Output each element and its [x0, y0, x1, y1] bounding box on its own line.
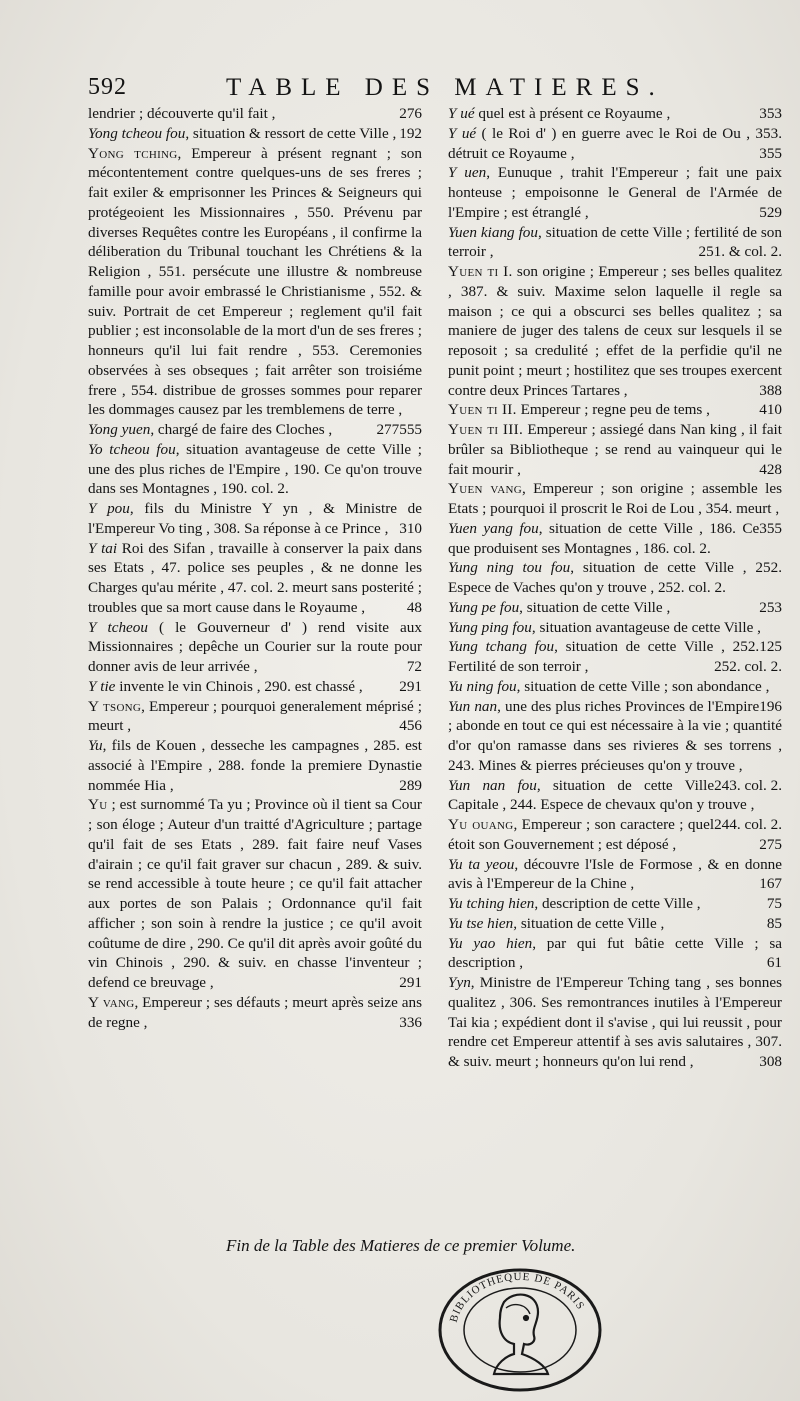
entry-headword: Yu ta yeou	[448, 855, 515, 873]
entry-headword: Yu tse hien	[448, 914, 514, 932]
index-entry	[448, 934, 782, 974]
entry-page-ref: 192	[399, 124, 422, 142]
index-entry	[88, 677, 422, 697]
entry-headword: Yyn	[448, 974, 471, 991]
entry-text: Empereur ; assiegé dans Nan king , il fait brûler sa Bibliotheque ; se rend au vainqueur qui le fait mourir ,	[448, 421, 782, 478]
entry-page-ref: 72	[406, 658, 422, 675]
stamp-legend: BIBLIOTHEQUE DE PARIS	[447, 1270, 587, 1324]
entry-page-ref: 244. col. 2.	[714, 816, 782, 833]
entry-page-ref: 388	[759, 381, 782, 399]
entry-text: , chargé de faire des Cloches ,	[150, 421, 333, 438]
index-entry	[88, 104, 422, 124]
entry-headword: Yuen kiang fou	[448, 223, 538, 241]
entry-text: , description de cette Ville ,	[534, 895, 701, 912]
entry-headword: Yu tching hien	[448, 895, 535, 912]
entry-page-ref: 336	[399, 1013, 422, 1031]
entry-headword: Y tie	[88, 677, 116, 695]
entry-text: , Ministre de l'Empereur Tching tang , ses bonnes qualitez , 306. Ses remontrances inutiles à l'Empereur Tai kia ; expédient dont il s'avise , qui lui reussit , pour rendre cet Empereur attentif à ses avis salutaires , 307. & suiv. meurt ; honneurs qu'on lui rend ,	[448, 974, 782, 1070]
entry-text: , situation de cette Ville Capitale , 244. Espece de chevaux qu'on y trouve ,	[448, 776, 755, 814]
entry-headword: Y uen	[448, 164, 487, 182]
entry-text: ( le Gouverneur d' ) rend visite aux Missionnaires ; depêche un Courier sur la route pour donner avis de leur arrivée ,	[88, 618, 422, 675]
index-entry	[448, 973, 782, 1072]
index-entry	[448, 637, 782, 677]
entry-headword: Y pou	[88, 500, 130, 517]
index-entry	[448, 104, 782, 124]
entry-text: Roi des Sifan , travaille à conserver la paix dans ses Etats , 47. police ses peuples , & ne donne les Charges qu'au mérite , 47. col. 2. meurt sans posterité ; troubles que sa mort cause dans le Royaume ,	[88, 539, 423, 616]
entry-headword: Yu	[88, 737, 103, 754]
entry-text: , situation de cette Ville ,	[519, 598, 671, 616]
entry-headword: Y tai	[88, 539, 118, 557]
index-entry	[448, 598, 782, 618]
entry-text: , situation de cette Ville , 252. Espece de Vaches qu'on y trouve , 252. col. 2.	[448, 559, 782, 596]
index-entry	[448, 914, 782, 934]
entry-text: , Empereur ; son origine ; assemble les Etats ; pourquoi il proscrit le Roi de Lou , 354. meurt ,	[448, 480, 782, 517]
entry-text: ; est surnommé Ta yu ; Province où il tient sa Cour ; son éloge ; Auteur d'un traitté d'Agriculture ; partage qu'il fait de ses Etats , 289. fait faire neuf Vases d'airain ; ce qu'il fait graver sur chacun , 289. & suiv. se rend accessible à toute heure ; ce qu'il fait attacher aux portes de son Palais ; Ordonnance qu'il fait afficher ; son soin à rendre la justice ; ce qu'il avoit coûtume de dire , 290. Ce qu'il dit après avoir goûté du vin Chinois , 290. & suiv. en chasse l'inventeur ; defend ce breuvage ,	[88, 796, 422, 991]
entry-page-ref: 61	[766, 954, 782, 972]
entry-text: , situation avantageuse de cette Ville ,	[531, 618, 761, 636]
entry-page-ref: 289	[399, 776, 422, 794]
entry-page-ref: 410	[759, 401, 782, 419]
index-entry	[448, 163, 782, 222]
entry-text: son origine ; Empereur ; ses belles qualitez , 387. & suiv. Maxime selon laquelle il regle sa maison ; ce qui a obscurci ses belles qualitez ; sa maniere de juger des talens de ceux sur lesquels il se reposoit ; sa credulité ; effet de la perfidie qu'il ne punit point ; meurt ; hostilitez que ses troupes exercent contre deux Princes Tartares ,	[448, 263, 782, 399]
index-column-right	[448, 104, 782, 1072]
entry-text: quel est à présent ce Royaume ,	[474, 105, 671, 122]
index-entry	[448, 420, 782, 479]
index-entry	[448, 855, 782, 895]
entry-text: , situation de cette Ville , 252. Fertilité de son terroir ,	[448, 638, 760, 675]
index-entry	[448, 262, 782, 400]
index-entry	[88, 124, 422, 144]
index-entry	[448, 400, 782, 420]
entry-headword: Yuen ti III.	[448, 421, 524, 438]
entry-headword: Yu ning fou	[448, 677, 517, 695]
entry-headword: Yong tcheou fou	[88, 124, 186, 142]
entry-text: invente le vin Chinois , 290. est chassé ,	[115, 677, 363, 695]
index-entry	[88, 440, 422, 499]
entry-headword: Yung pe fou	[448, 598, 520, 616]
entry-text: , situation de cette Ville ; son abondance ,	[516, 677, 770, 695]
entry-text: , découvre l'Isle de Formose , & en donne avis à l'Empereur de la Chine ,	[448, 855, 782, 893]
entry-text: , Empereur ; pourquoi generalement méprisé ; meurt ,	[88, 697, 422, 735]
page-header	[88, 74, 778, 106]
entry-page-ref: 308	[759, 1053, 782, 1070]
entry-headword: Y vang	[88, 993, 135, 1011]
stamp-portrait-icon	[494, 1295, 548, 1374]
entry-headword: Yu	[88, 796, 108, 814]
entry-page-ref: 167	[759, 875, 782, 893]
index-entry	[88, 539, 422, 618]
entry-headword: Yuen ti I.	[448, 263, 513, 280]
entry-text: Empereur ; regne peu de tems ,	[516, 401, 710, 419]
entry-headword: Yun nan fou	[448, 776, 537, 794]
entry-text: , situation de cette Ville ; fertilité de son terroir ,	[448, 223, 782, 261]
entry-page-ref: 428	[759, 460, 782, 478]
entry-headword: Yu yao hien	[448, 934, 533, 952]
entry-page-ref: 291	[399, 974, 422, 991]
entry-headword: Yuen vang	[448, 480, 522, 498]
index-entry	[448, 519, 782, 559]
entry-headword: Y ué	[448, 124, 477, 142]
entry-text: , Eunuque , trahit l'Empereur ; fait une paix honteuse ; empoisonne le General de l'Armée de l'Empire ; est étranglé ,	[448, 164, 783, 221]
index-entry	[88, 420, 422, 440]
entry-headword: Yong yuen	[88, 421, 151, 438]
entry-page-ref: 253	[759, 598, 782, 616]
index-entry	[448, 558, 782, 598]
entry-text: , Empereur à présent regnant ; son mécontentement contre quelques-uns de ses freres ; fait exiler & emprisonner les Princes & Seigneurs qui protégeoient les Missionnaires , 550. Prévenu par diverses Requêtes contre les Européans , il confirme la déliberation du Tribunal touchant les Chrétiens & la Religion , 551. persécute une illustre & nombreuse famille pour avoir embrassé le Christianisme , 552. & suiv. Portrait de cet Empereur ; reglement qu'il fait publier ; est inconsolable de la mort d'un de ses freres ; honneurs qu'il lui fait rendre , 553. Ceremonies observées à ses obseques ; fait arrêter son troisiéme frere , 554. distribue de grosses sommes pour reparer les dommages causez par les tremblemens de terre ,	[88, 144, 422, 419]
entry-page-ref: 252. col. 2.	[714, 658, 782, 675]
entry-text: ( le Roi d' ) en guerre avec le Roi de Ou , 353. détruit ce Royaume ,	[448, 124, 782, 162]
entry-page-ref: 125	[759, 638, 782, 656]
entry-page-ref: 85	[766, 914, 782, 932]
closing-line: Fin de la Table des Matieres de ce premier Volume.	[226, 1236, 576, 1255]
entry-headword: Y ué	[448, 105, 475, 122]
entry-text: , situation de cette Ville , 186. Ce que produisent ses Montagnes , 186. col. 2.	[448, 519, 760, 557]
index-entry	[88, 993, 422, 1033]
entry-page-ref: 353	[759, 105, 782, 122]
entry-headword: Yun nan	[448, 697, 498, 715]
index-entry	[88, 499, 422, 539]
index-entry	[88, 795, 422, 993]
entry-text: , par qui fut bâtie cette Ville ; sa description ,	[448, 934, 782, 972]
entry-page-ref: 291	[399, 677, 422, 695]
entry-page-ref: 276	[399, 105, 422, 122]
entry-page-ref: 275	[759, 835, 782, 853]
index-entry	[448, 894, 782, 914]
running-title: TABLE DES MATIERES.	[226, 74, 664, 101]
entry-text: , Empereur ; son caractere ; quel étoit son Gouvernement ; est déposé ,	[448, 816, 715, 853]
entry-text: lendrier ; découverte qu'il fait ,	[88, 105, 276, 122]
entry-page-ref: 251. & col. 2.	[698, 243, 782, 261]
entry-page-ref: 355	[759, 519, 782, 537]
svg-text:BIBLIOTHEQUE DE PARIS	[448, 1271, 587, 1324]
entry-headword: Yuen ti II.	[448, 401, 517, 419]
entry-headword: Y tsong	[88, 697, 142, 715]
entry-text: , situation avantageuse de cette Ville ; une des plus riches de l'Empire , 190. Ce qu'on trouve dans ses Montagnes , 190. col. 2.	[88, 440, 422, 498]
entry-text: , fils du Ministre Y yn , & Ministre de l'Empereur Vo ting , 308. Sa réponse à ce Prince ,	[88, 500, 422, 537]
index-column-left	[88, 104, 422, 1032]
entry-text: , une des plus riches Provinces de l'Empire ; abonde en tout ce qui est nécessaire à la vie ; quantité d'or qu'on ramasse dans ses rivieres & ses torrens , 243. Mines & pierres précieuses qu'on y trouve ,	[448, 697, 782, 774]
entry-headword: Y tcheou	[88, 618, 148, 636]
entry-page-ref: 196	[759, 697, 782, 715]
page-number: 592	[88, 74, 127, 100]
entry-page-ref: 48	[406, 598, 422, 616]
entry-page-ref: 555	[399, 421, 422, 438]
entry-page-ref: 310	[399, 519, 422, 537]
entry-headword: Yung tchang fou	[448, 638, 555, 656]
entry-headword: Yu ouang	[448, 816, 514, 833]
entry-text: , Empereur ; ses défauts ; meurt après seize ans de regne ,	[88, 993, 422, 1031]
index-entry	[88, 618, 422, 677]
entry-page-ref: 75	[766, 895, 782, 912]
library-stamp	[434, 1262, 606, 1394]
entry-page-ref: 243. col. 2.	[714, 776, 782, 794]
entry-page-ref: 529	[759, 203, 782, 221]
entry-page-ref: 456	[399, 717, 422, 735]
entry-headword: Yong tching	[88, 144, 178, 162]
entry-page-ref: 355	[759, 144, 782, 162]
entry-headword: Yo tcheou fou	[88, 440, 176, 458]
entry-text: , situation & ressort de cette Ville ,	[185, 124, 397, 142]
entry-page-ref: 277	[376, 421, 400, 438]
index-entry	[448, 124, 782, 164]
entry-headword: Yung ning tou fou	[448, 559, 571, 577]
entry-headword: Yuen yang fou	[448, 519, 539, 537]
entry-text: , fils de Kouen , desseche les campagnes , 285. est associé à l'Empire , 288. fonde la premiere Dynastie nommée Hia ,	[88, 737, 422, 794]
index-entry	[88, 697, 422, 737]
index-entry	[448, 223, 782, 263]
entry-headword: Yung ping fou	[448, 618, 532, 636]
entry-text: , situation de cette Ville ,	[513, 914, 665, 932]
index-entry	[88, 736, 422, 795]
